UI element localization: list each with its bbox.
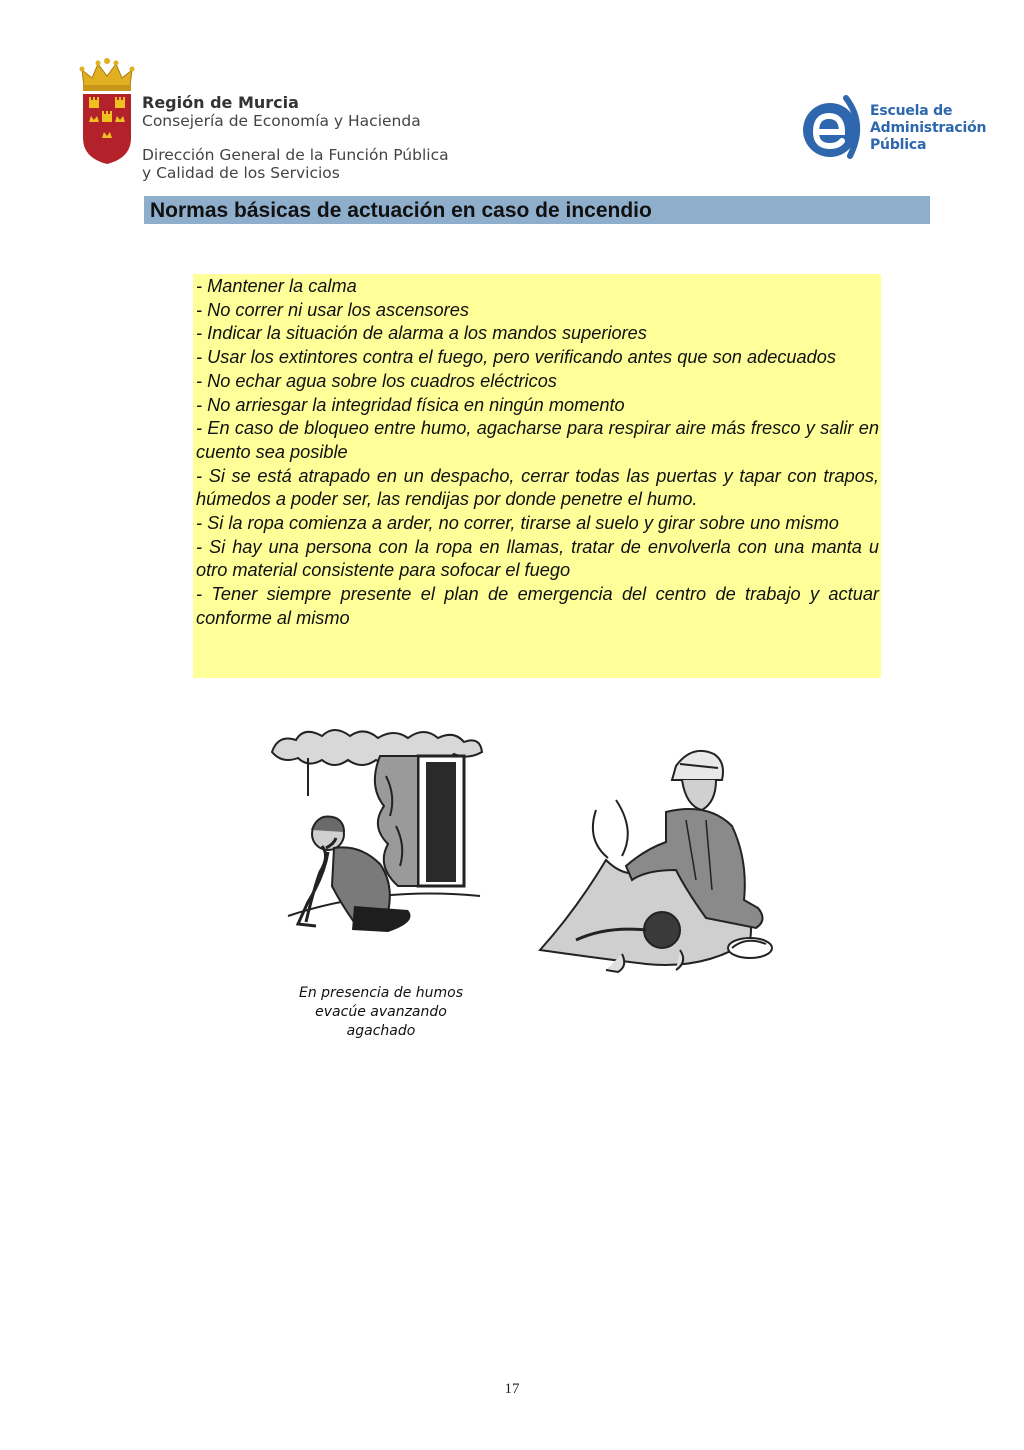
school-name-line1: Escuela de bbox=[870, 103, 953, 119]
rule-item: - No echar agua sobre los cuadros eléctricos bbox=[196, 370, 557, 391]
illustration-caption bbox=[286, 984, 476, 1041]
caption-line1: En presencia de humos bbox=[298, 985, 463, 1001]
rule-item: - Indicar la situación de alarma a los mandos superiores bbox=[196, 323, 647, 344]
institution-direccion-line2: y Calidad de los Servicios bbox=[142, 164, 340, 182]
rule-item: - No correr ni usar los ascensores bbox=[196, 299, 469, 320]
rule-item: - Usar los extintores contra el fuego, pero verificando antes que son adecuados bbox=[196, 347, 836, 368]
rule-item: - No arriesgar la integridad física en ningún momento bbox=[196, 394, 625, 415]
institution-direccion-line1: Dirección General de la Función Pública bbox=[142, 146, 449, 164]
fire-rules-box bbox=[193, 274, 881, 678]
rule-item: - En caso de bloqueo entre humo, agacharse para respirar aire más fresco y salir en cuento sea posible bbox=[196, 418, 879, 462]
section-title: Normas básicas de actuación en caso de incendio bbox=[144, 196, 930, 224]
murcia-coat-of-arms-icon bbox=[78, 58, 136, 166]
school-name-line3: Pública bbox=[870, 137, 927, 153]
institution-region: Región de Murcia bbox=[142, 93, 299, 112]
escuela-e-logo-icon bbox=[800, 94, 866, 160]
school-name-line2: Administración bbox=[870, 120, 987, 136]
rule-item: - Si hay una persona con la ropa en llamas, tratar de envolverla con una manta u otro material consistente para sofocar el fuego bbox=[196, 536, 879, 581]
rule-item: - Mantener la calma bbox=[196, 276, 357, 296]
rule-item: - Si la ropa comienza a arder, no correr, tirarse al suelo y girar sobre uno mismo bbox=[196, 513, 839, 534]
institution-consejeria: Consejería de Economía y Hacienda bbox=[142, 112, 421, 130]
firefighter-smothering-fire-illustration bbox=[536, 740, 796, 980]
caption-line2: evacúe avanzando agachado bbox=[315, 1004, 447, 1039]
rule-item: - Tener siempre presente el plan de emergencia del centro de trabajo y actuar conforme al mismo bbox=[196, 584, 879, 628]
rule-item: - Si se está atrapado en un despacho, cerrar todas las puertas y tapar con trapos, húmedos a poder ser, las rendijas por donde penetre el humo. bbox=[196, 465, 879, 510]
person-crawling-in-smoke-illustration bbox=[268, 726, 490, 976]
page-number: 17 bbox=[504, 1381, 520, 1397]
